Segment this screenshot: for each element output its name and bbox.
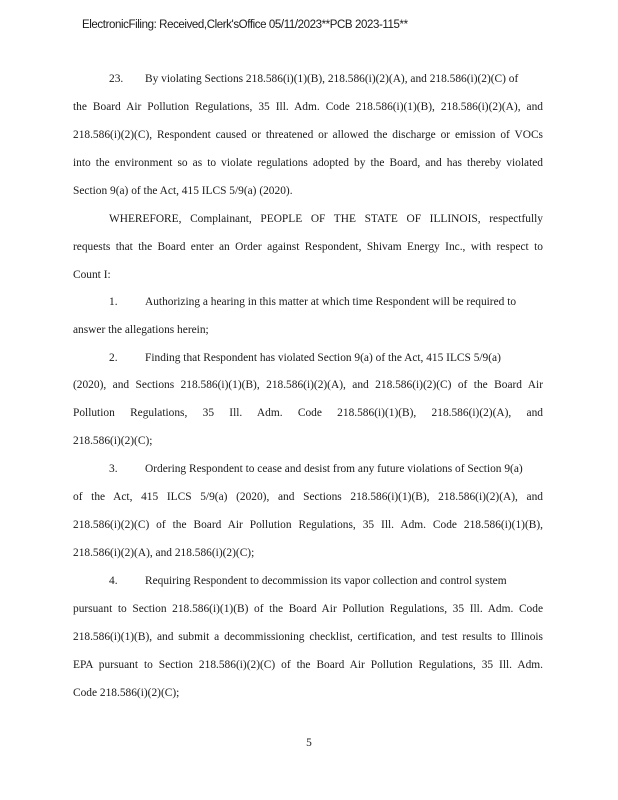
relief-item-line bbox=[73, 574, 543, 588]
relief-item-line: 218.586(i)(2)(A), and 218.586(i)(2)(C); bbox=[73, 547, 255, 559]
relief-item-line bbox=[73, 295, 543, 309]
paragraph-23-line: into the environment so as to violate regulations adopted by the Board, and has thereby violated bbox=[73, 157, 543, 169]
relief-item-line: 218.586(i)(1)(B), and submit a decommissioning checklist, certification, and test results to Illinois bbox=[73, 631, 543, 643]
relief-item-line: Pollution Regulations, 35 Ill. Adm. Code 218.586(i)(1)(B), 218.586(i)(2)(A), and bbox=[73, 407, 543, 419]
wherefore-line: Count I: bbox=[73, 269, 111, 281]
relief-item-line: Code 218.586(i)(2)(C); bbox=[73, 687, 180, 699]
relief-item-text: Authorizing a hearing in this matter at which time Respondent will be required to bbox=[145, 296, 517, 308]
relief-item-text: Requiring Respondent to decommission its vapor collection and control system bbox=[145, 575, 507, 587]
electronic-filing-stamp: ElectronicFiling: Received,Clerk'sOffice 05/11/2023**PCB 2023-115** bbox=[82, 19, 408, 31]
relief-item-number: 2. bbox=[109, 352, 118, 364]
relief-item-line: 218.586(i)(2)(C) of the Board Air Pollution Regulations, 35 Ill. Adm. Code 218.586(i)(1)(B), bbox=[73, 519, 543, 531]
relief-item-line: 218.586(i)(2)(C); bbox=[73, 435, 153, 447]
paragraph-23-line: 218.586(i)(2)(C), Respondent caused or threatened or allowed the discharge or emission of VOCs bbox=[73, 129, 543, 141]
paragraph-23-line: Section 9(a) of the Act, 415 ILCS 5/9(a) (2020). bbox=[73, 185, 293, 197]
relief-item-line bbox=[73, 462, 543, 476]
relief-item-line bbox=[73, 351, 543, 365]
paragraph-23-line: the Board Air Pollution Regulations, 35 Ill. Adm. Code 218.586(i)(1)(B), 218.586(i)(2)(A), and bbox=[73, 101, 543, 113]
paragraph-text: By violating Sections 218.586(i)(1)(B), 218.586(i)(2)(A), and 218.586(i)(2)(C) of bbox=[145, 73, 519, 85]
relief-item-number: 3. bbox=[109, 463, 118, 475]
relief-item-line: EPA pursuant to Section 218.586(i)(2)(C) of the Board Air Pollution Regulations, 35 Ill. Adm. bbox=[73, 659, 543, 671]
relief-item-number: 4. bbox=[109, 575, 118, 587]
wherefore-line: WHEREFORE, Complainant, PEOPLE OF THE STATE OF ILLINOIS, respectfully bbox=[109, 213, 543, 225]
paragraph-number: 23. bbox=[109, 73, 124, 85]
relief-item-line: answer the allegations herein; bbox=[73, 324, 209, 336]
relief-item-number: 1. bbox=[109, 296, 118, 308]
relief-item-line: (2020), and Sections 218.586(i)(1)(B), 218.586(i)(2)(A), and 218.586(i)(2)(C) of the Board Air bbox=[73, 379, 543, 391]
relief-item-line: of the Act, 415 ILCS 5/9(a) (2020), and Sections 218.586(i)(1)(B), 218.586(i)(2)(A), and bbox=[73, 491, 543, 503]
paragraph-23-line bbox=[73, 72, 543, 86]
page-number: 5 bbox=[306, 737, 312, 749]
relief-item-line: pursuant to Section 218.586(i)(1)(B) of the Board Air Pollution Regulations, 35 Ill. Adm. Code bbox=[73, 603, 543, 615]
relief-item-text: Finding that Respondent has violated Section 9(a) of the Act, 415 ILCS 5/9(a) bbox=[145, 352, 501, 364]
relief-item-text: Ordering Respondent to cease and desist from any future violations of Section 9(a) bbox=[145, 463, 523, 475]
wherefore-line: requests that the Board enter an Order against Respondent, Shivam Energy Inc., with respect to bbox=[73, 241, 543, 253]
